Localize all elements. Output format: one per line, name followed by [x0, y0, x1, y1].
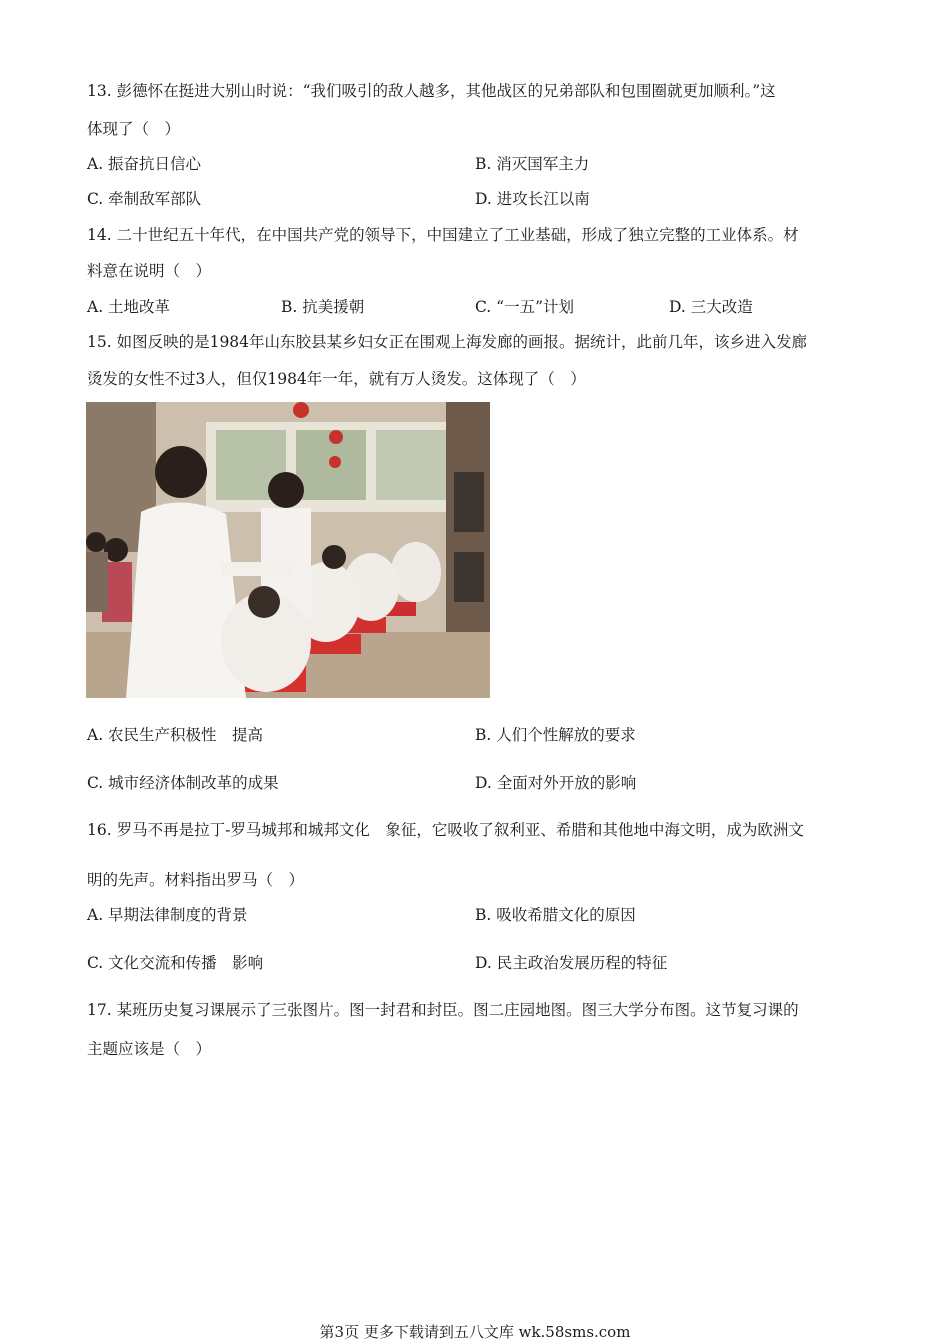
q13-stem-line2: 体现了（ ）: [87, 120, 181, 138]
q15-option-b: B. 人们个性解放的要求: [475, 726, 636, 744]
q16-option-a: A. 早期法律制度的背景: [87, 906, 248, 924]
q17-stem-line1: 17. 某班历史复习课展示了三张图片。图一封君和封臣。图二庄园地图。图三大学分布图。这节复习课的: [87, 1001, 799, 1019]
q16-stem-line1: 16. 罗马不再是拉丁-罗马城邦和城邦文化 象征，它吸收了叙利亚、希腊和其他地中海文明，成为欧洲文: [87, 821, 804, 839]
q15-stem-line2: 烫发的女性不过3人，但仅1984年一年，就有万人烫发。这体现了（ ）: [87, 370, 586, 388]
q16-option-c: C. 文化交流和传播 影响: [87, 954, 264, 972]
q13-option-c: C. 牵制敌军部队: [87, 190, 202, 208]
q14-option-d: D. 三大改造: [669, 298, 753, 316]
q14-stem-line2: 料意在说明（ ）: [87, 262, 212, 280]
q13-option-a: A. 振奋抗日信心: [87, 155, 202, 173]
q14-option-c: C. “一五”计划: [475, 298, 575, 316]
hair-salon-illustration: [86, 402, 490, 698]
q13-option-d: D. 进攻长江以南: [475, 190, 590, 208]
q17-stem-line2: 主题应该是（ ）: [87, 1040, 212, 1058]
q14-option-b: B. 抗美援朝: [281, 298, 365, 316]
hair-salon-photo: [86, 402, 490, 698]
q15-option-c: C. 城市经济体制改革的成果: [87, 774, 279, 792]
q15-option-d: D. 全面对外开放的影响: [475, 774, 637, 792]
q16-option-b: B. 吸收希腊文化的原因: [475, 906, 636, 924]
q15-option-a: A. 农民生产积极性 提高: [87, 726, 264, 744]
q13-stem-line1: 13. 彭德怀在挺进大别山时说：“我们吸引的敌人越多，其他战区的兄弟部队和包围圈就更加顺利。”这: [87, 82, 776, 100]
q14-stem-line1: 14. 二十世纪五十年代，在中国共产党的领导下，中国建立了工业基础，形成了独立完整的工业体系。材: [87, 226, 799, 244]
page-footer: 第3页 更多下载请到五八文库 wk.58sms.com: [319, 1323, 631, 1341]
q15-stem-line1: 15. 如图反映的是1984年山东胶县某乡妇女正在围观上海发廊的画报。据统计，此前几年，该乡进入发廊: [87, 333, 808, 351]
q14-option-a: A. 土地改革: [87, 298, 171, 316]
q16-stem-line2: 明的先声。材料指出罗马（ ）: [87, 871, 305, 889]
q13-option-b: B. 消灭国军主力: [475, 155, 590, 173]
q16-option-d: D. 民主政治发展历程的特征: [475, 954, 668, 972]
